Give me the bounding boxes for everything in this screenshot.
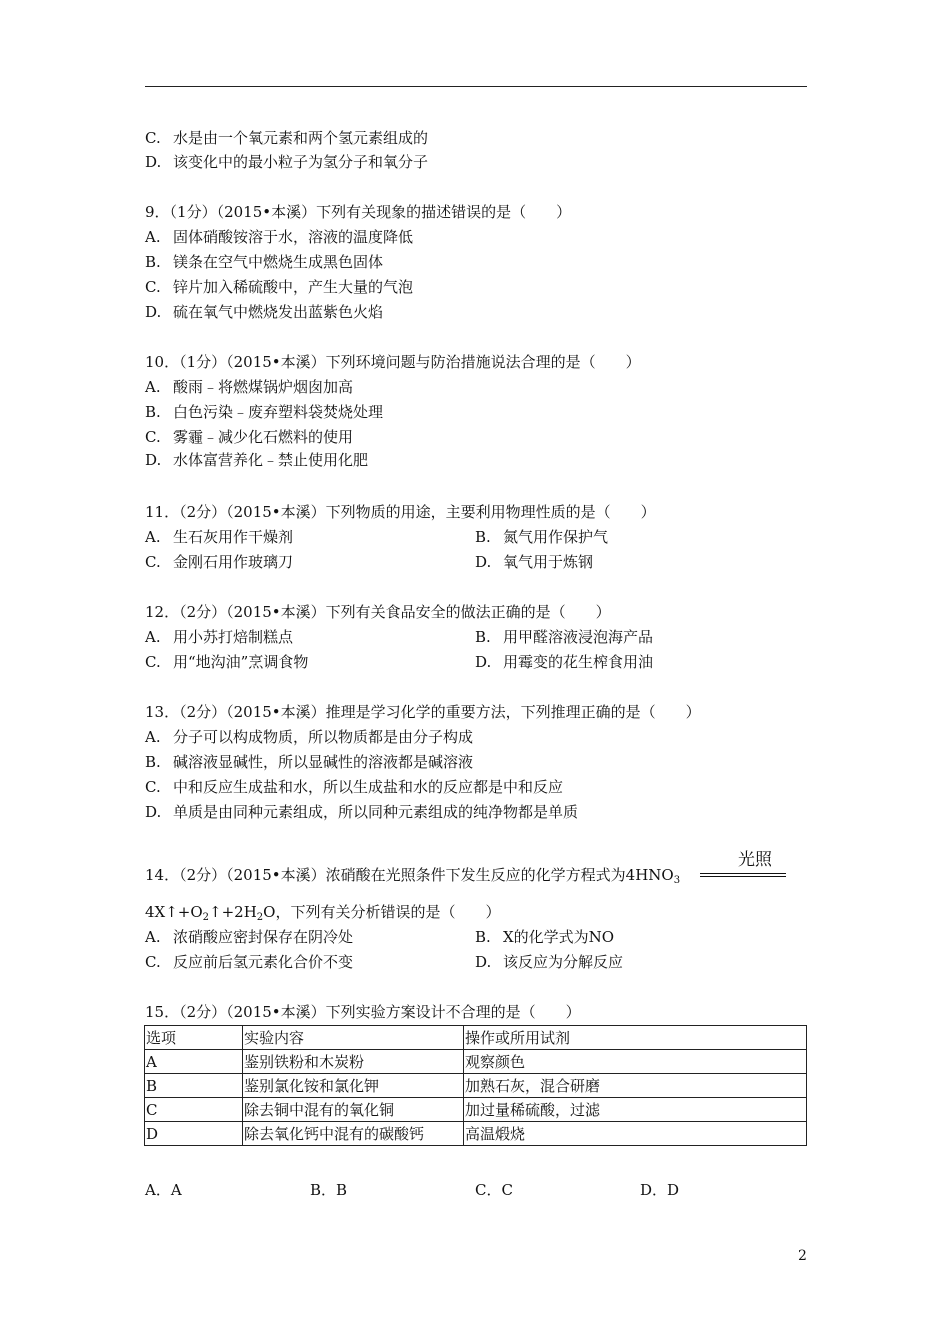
- table-cell: 鉴别氯化铵和氯化钾: [243, 1074, 464, 1098]
- table-row: [145, 1050, 807, 1074]
- option-label: C.: [145, 953, 161, 971]
- option-label: B.: [475, 628, 491, 646]
- option-text: 水是由一个氧元素和两个氢元素组成的: [173, 129, 429, 147]
- q11-stem: 11．（2分）（2015•本溪）下列物质的用途，主要利用物理性质的是（ ）: [145, 503, 656, 521]
- reaction-condition: [700, 850, 786, 880]
- table-row: [145, 1122, 807, 1146]
- q14-equation-line: [145, 902, 500, 922]
- q12-option-d[interactable]: [475, 652, 653, 672]
- option-label: C.: [145, 778, 161, 796]
- option-text: 氧气用于炼钢: [503, 553, 594, 571]
- equation-part: ↑+2H: [209, 903, 257, 921]
- option-label: A.: [145, 228, 161, 246]
- header-rule: [145, 86, 807, 87]
- option-text: 金刚石用作玻璃刀: [173, 553, 294, 571]
- option-text: 中和反应生成盐和水，所以生成盐和水的反应都是中和反应: [173, 778, 564, 796]
- q10-option-d[interactable]: [145, 450, 368, 470]
- q15-answer-a[interactable]: A．A: [145, 1181, 182, 1199]
- option-text: 用甲醛溶液浸泡海产品: [503, 628, 654, 646]
- q12-option-b[interactable]: [475, 627, 653, 647]
- condition-label: 光照: [738, 850, 772, 870]
- q14-stem-subscript: 3: [673, 875, 681, 886]
- option-label: D.: [145, 303, 162, 321]
- option-text: 分子可以构成物质，所以物质都是由分子构成: [173, 728, 474, 746]
- q15-answer-c[interactable]: C．C: [475, 1181, 513, 1199]
- table-cell: D: [145, 1122, 243, 1146]
- option-text: 单质是由同种元素组成，所以同种元素组成的纯净物都是单质: [173, 803, 579, 821]
- option-text: 用“地沟油”烹调食物: [173, 653, 309, 671]
- option-label: C.: [145, 553, 161, 571]
- table-cell: 除去氧化钙中混有的碳酸钙: [243, 1122, 464, 1146]
- table-cell: 除去铜中混有的氧化铜: [243, 1098, 464, 1122]
- q10-option-b[interactable]: [145, 402, 383, 422]
- equation-subscript: 2: [202, 912, 210, 923]
- q11-option-b[interactable]: [475, 527, 608, 547]
- table-row: [145, 1074, 807, 1098]
- option-label: A.: [145, 528, 161, 546]
- equation-part: 4X↑+O: [145, 903, 203, 921]
- q13-option-d[interactable]: [145, 802, 578, 822]
- q13-option-b[interactable]: [145, 752, 473, 772]
- option-text: 镁条在空气中燃烧生成黑色固体: [173, 253, 384, 271]
- equation-part: O，下列有关分析错误的是（ ）: [263, 903, 501, 921]
- option-label: B.: [145, 753, 161, 771]
- option-label: D.: [475, 953, 492, 971]
- equation-subscript: 2: [256, 912, 264, 923]
- option-text: 用小苏打焙制糕点: [173, 628, 294, 646]
- page-number: 2: [798, 1248, 807, 1264]
- option-label: C.: [145, 428, 161, 446]
- option-label: C.: [145, 653, 161, 671]
- table-cell: B: [145, 1074, 243, 1098]
- option-label: B.: [145, 253, 161, 271]
- q14-option-c[interactable]: [145, 952, 353, 972]
- equals-line-top: [700, 873, 786, 874]
- option-text: 碱溶液显碱性，所以显碱性的溶液都是碱溶液: [173, 753, 474, 771]
- option-text: 酸雨﹣将燃煤锅炉烟囱加高: [173, 378, 354, 396]
- q10-option-a[interactable]: [145, 377, 353, 397]
- table-header-cell: 操作或所用试剂: [464, 1026, 807, 1050]
- option-label: C.: [145, 278, 161, 296]
- option-label: D.: [145, 803, 162, 821]
- q12-stem: 12．（2分）（2015•本溪）下列有关食品安全的做法正确的是（ ）: [145, 603, 611, 621]
- option-label: D.: [475, 653, 492, 671]
- table-cell: 观察颜色: [464, 1050, 807, 1074]
- q13-option-c[interactable]: [145, 777, 563, 797]
- table-row: [145, 1098, 807, 1122]
- table-cell: 高温煅烧: [464, 1122, 807, 1146]
- table-cell: 加过量稀硫酸，过滤: [464, 1098, 807, 1122]
- q8-option-d[interactable]: [145, 152, 428, 172]
- option-label: A.: [145, 928, 161, 946]
- equals-line-bottom: [700, 876, 786, 877]
- q9-option-c[interactable]: [145, 277, 413, 297]
- q14-stem: [145, 865, 680, 885]
- q13-option-a[interactable]: [145, 727, 473, 747]
- q9-option-a[interactable]: [145, 227, 413, 247]
- q14-option-d[interactable]: [475, 952, 623, 972]
- q10-stem: 10．（1分）（2015•本溪）下列环境问题与防治措施说法合理的是（ ）: [145, 353, 641, 371]
- option-label: B.: [475, 528, 491, 546]
- option-label: B.: [475, 928, 491, 946]
- option-text: 水体富营养化﹣禁止使用化肥: [173, 451, 369, 469]
- q10-option-c[interactable]: [145, 427, 353, 447]
- q15-answer-d[interactable]: D．D: [640, 1181, 680, 1199]
- experiment-table: [144, 1025, 807, 1146]
- option-text: 固体硝酸铵溶于水，溶液的温度降低: [173, 228, 414, 246]
- q14-option-b[interactable]: [475, 927, 614, 947]
- q15-answer-b[interactable]: B．B: [310, 1181, 348, 1199]
- q9-option-b[interactable]: [145, 252, 383, 272]
- option-text: 反应前后氢元素化合价不变: [173, 953, 354, 971]
- q11-option-a[interactable]: [145, 527, 293, 547]
- option-label: D.: [145, 153, 162, 171]
- q12-option-c[interactable]: [145, 652, 308, 672]
- q14-option-a[interactable]: [145, 927, 353, 947]
- table-cell: 鉴别铁粉和木炭粉: [243, 1050, 464, 1074]
- option-text: 浓硝酸应密封保存在阴冷处: [173, 928, 354, 946]
- q14-stem-text: 14．（2分）（2015•本溪）浓硝酸在光照条件下发生反应的化学方程式为4HNO: [145, 866, 674, 884]
- table-header-cell: 选项: [145, 1026, 243, 1050]
- option-text: 该变化中的最小粒子为氢分子和氧分子: [173, 153, 429, 171]
- option-text: 雾霾﹣减少化石燃料的使用: [173, 428, 354, 446]
- option-text: 用霉变的花生榨食用油: [503, 653, 654, 671]
- option-text: 白色污染﹣废弃塑料袋焚烧处理: [173, 403, 384, 421]
- option-label: C.: [145, 129, 161, 147]
- option-label: A.: [145, 378, 161, 396]
- option-text: 锌片加入稀硫酸中，产生大量的气泡: [173, 278, 414, 296]
- q9-stem: 9．（1分）（2015•本溪）下列有关现象的描述错误的是（ ）: [145, 203, 572, 221]
- option-label: B.: [145, 403, 161, 421]
- q15-stem: 15．（2分）（2015•本溪）下列实验方案设计不合理的是（ ）: [145, 1003, 581, 1021]
- option-label: D.: [475, 553, 492, 571]
- q12-option-a[interactable]: [145, 627, 293, 647]
- q11-option-c[interactable]: [145, 552, 293, 572]
- option-text: 生石灰用作干燥剂: [173, 528, 294, 546]
- table-header-row: [145, 1026, 807, 1050]
- option-text: 氮气用作保护气: [503, 528, 609, 546]
- table-cell: C: [145, 1098, 243, 1122]
- option-text: 硫在氧气中燃烧发出蓝紫色火焰: [173, 303, 384, 321]
- option-text: 该反应为分解反应: [503, 953, 624, 971]
- table-cell: A: [145, 1050, 243, 1074]
- q11-option-d[interactable]: [475, 552, 593, 572]
- table-cell: 加熟石灰，混合研磨: [464, 1074, 807, 1098]
- option-label: A.: [145, 728, 161, 746]
- option-label: D.: [145, 451, 162, 469]
- q8-option-c[interactable]: [145, 128, 428, 148]
- option-text: X的化学式为NO: [503, 928, 615, 946]
- q13-stem: 13．（2分）（2015•本溪）推理是学习化学的重要方法，下列推理正确的是（ ）: [145, 703, 701, 721]
- table-header-cell: 实验内容: [243, 1026, 464, 1050]
- q9-option-d[interactable]: [145, 302, 383, 322]
- option-label: A.: [145, 628, 161, 646]
